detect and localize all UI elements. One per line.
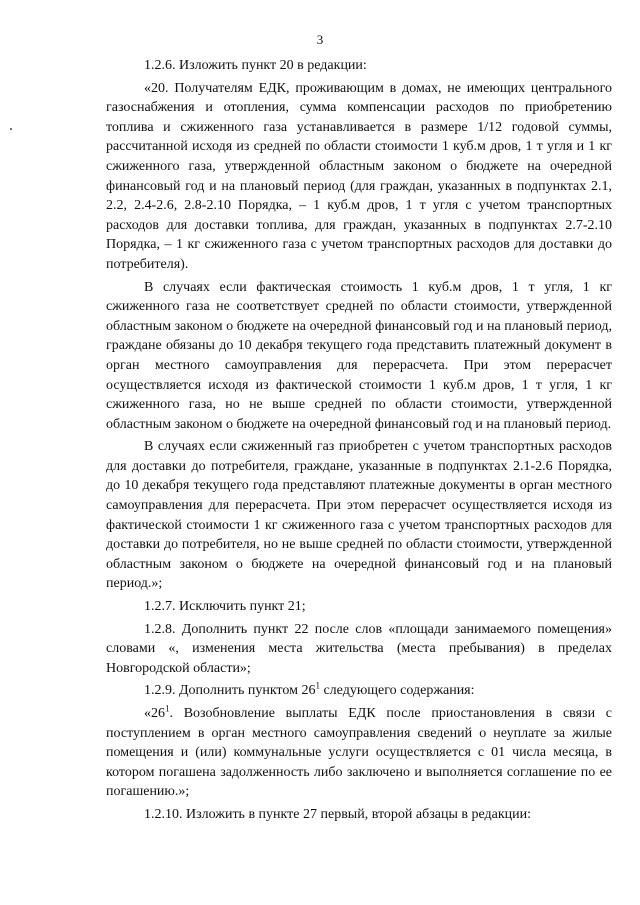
paragraph-26-1-after: . Возобновление выплаты ЕДК после приостановления в связи с поступлением в орган местного самоуправления сведений о неуплате за жилые помещения и (или) коммунальные услуги осуществляется с 01 числа месяца, в котором погашена задолженность либо заключено и выполняется соглашение по ее погашению.»; [106,706,612,800]
margin-mark [10,128,12,130]
superscript: 1 [315,680,320,691]
superscript: 1 [165,703,170,714]
paragraph-1-2-7: 1.2.7. Исключить пункт 21; [144,599,306,615]
paragraph-26-1-before: «26 [144,706,165,721]
page-number: 3 [316,32,324,47]
paragraph-1-2-9 [106,681,612,701]
paragraph-1-2-10: 1.2.10. Изложить в пункте 27 первый, второй абзацы в редакции: [144,806,532,822]
paragraph-1-2-6: 1.2.6. Изложить пункт 20 в редакции: [144,58,367,73]
paragraph-1-2-9-after: следующего содержания: [319,683,475,699]
paragraph-1-2-9-before: 1.2.9. Дополнить пунктом 26 [144,683,316,699]
document-body [106,56,612,825]
paragraph-20-actual-cost: В случаях если фактическая стоимость 1 куб.м дров, 1 т угля, 1 кг сжиженного газа не соответствует средней по области стоимости, утвержденной областным законом о бюджете на очередной финансовый год и на плановый период, граждане обязаны до 10 декабря текущего года представить платежный документ в орган местного самоуправления для перерасчета. При этом перерасчет осуществляется исходя из фактической стоимости 1 куб.м дров, 1 т угля, 1 кг сжиженного газа, но не выше средней по области стоимости, утвержденной областным законом о бюджете на очередной финансовый год и на плановый период. [106,279,612,432]
paragraph-26-1 [106,704,612,802]
paragraph-1-2-8: 1.2.8. Дополнить пункт 22 после слов «площади занимаемого помещения» словами «, изменения места жительства (места пребывания) в пределах Новгородской области»; [106,621,612,676]
paragraph-20-main: «20. Получателям ЕДК, проживающим в домах, не имеющих центрального газоснабжения и отопления, сумма компенсации расходов по приобретению топлива и сжиженного газа устанавливается в размере 1/12 годовой суммы, рассчитанной исходя из средней по области стоимости 1 куб.м дров, 1 т угля и 1 кг сжиженного газа, утвержденной областным законом о бюджете на очередной финансовый год и на плановый период (для граждан, указанных в подпунктах 2.1, 2.2, 2.4-2.6, 2.8-2.10 Порядка, – 1 куб.м дров, 1 т угля с учетом транспортных расходов для доставки топлива, для граждан, указанных в подпунктах 2.7-2.10 Порядка, – 1 кг сжиженного газа с учетом транспортных расходов для доставки до потребителя). [106,80,612,272]
paragraph-20-gas: В случаях если сжиженный газ приобретен с учетом транспортных расходов для доставки до потребителя, граждане, указанные в подпунктах 2.1-2.6 Порядка, до 10 декабря текущего года представляют платежные документы в орган местного самоуправления для перерасчета. При этом перерасчет осуществляется исходя из фактической стоимости 1 кг сжиженного газа с учетом транспортных расходов для доставки до потребителя, но не выше средней по области стоимости, утвержденной областным законом о бюджете на очередной финансовый год и на плановый период.»; [106,439,612,592]
